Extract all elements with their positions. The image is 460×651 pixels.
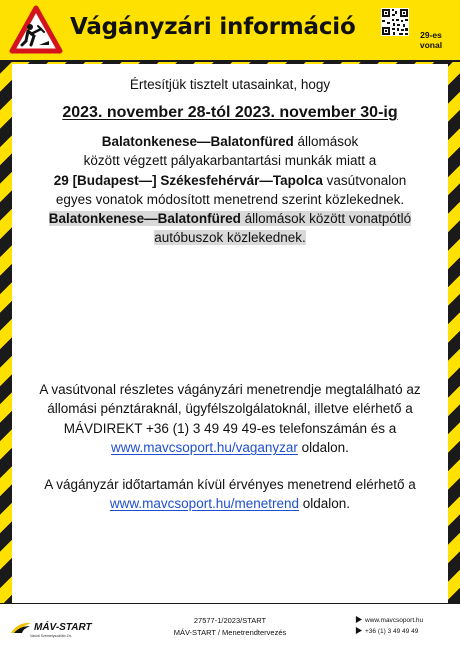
- menetrend-link[interactable]: www.mavcsoport.hu/menetrend: [109, 496, 300, 512]
- station-from: Balatonkenese: [101, 134, 197, 149]
- globe-icon: [355, 616, 362, 623]
- page-title: Vágányzári információ: [70, 14, 356, 40]
- logo-subtitle: Vasúti Személyszállító Zrt.: [30, 634, 73, 638]
- notice-body: Balatonkenese—Balatonfüred állomások között végzett pályakarbantartási munkák miatt a 29 [Budapest—] Székesfehérvár—Tapolca vasútvonalon egyes vonatok módosított menetrend szerint közlekednek. Balatonkenese—Balatonfüred állomások között vonatpótló autóbuszok közlekednek.: [48, 134, 412, 246]
- phone-contact[interactable]: +36 (1) 3 49 49 49: [355, 627, 418, 635]
- footer: [0, 603, 460, 651]
- notice-panel: [12, 64, 448, 604]
- qr-code-icon[interactable]: [381, 8, 409, 36]
- mav-start-logo: [10, 616, 92, 642]
- date-range: 2023. november 28-tól 2023. november 30-ig: [62, 104, 398, 121]
- timetable-details: A vasútvonal részletes vágányzári menetrendje megtalálható az állomási pénztáraknál, ügyfélszolgálatoknál, illetve elérhető a MÁVDIREKT +36 (1) 3 49 49 49-es telefonszámán és a www.mavcsoport.hu/vaganyzar oldalon.: [39, 382, 421, 455]
- logo-name: MÁV-START: [34, 622, 92, 633]
- validity-text: A vágányzár időtartamán kívül érvényes menetrend elérhető a www.mavcsoport.hu/menetrend oldalon.: [44, 477, 416, 512]
- website-contact[interactable]: www.mavcsoport.hu: [355, 616, 423, 624]
- intro-text: Értesítjük tisztelt utasainkat, hogy: [129, 77, 331, 92]
- department: MÁV-START / Menetrendtervezés: [173, 628, 287, 637]
- line-number: 29: [53, 172, 69, 188]
- line-badge: [411, 30, 451, 50]
- document-id: 27577-1/2023/START: [193, 616, 267, 625]
- vaganyzar-link[interactable]: www.mavcsoport.hu/vaganyzar: [111, 439, 298, 455]
- worker-warning-sign-icon: [9, 5, 63, 55]
- header: [0, 0, 460, 62]
- line-badge-number: 29-es: [420, 30, 442, 40]
- line-badge-word: vonal: [419, 40, 443, 50]
- wing-logo-icon: [10, 621, 32, 635]
- replacement-bus-notice: Balatonkenese—Balatonfüred állomások között vonatpótló: [48, 211, 412, 227]
- station-to: Balatonfüred: [210, 134, 294, 149]
- phone-icon: [355, 627, 362, 634]
